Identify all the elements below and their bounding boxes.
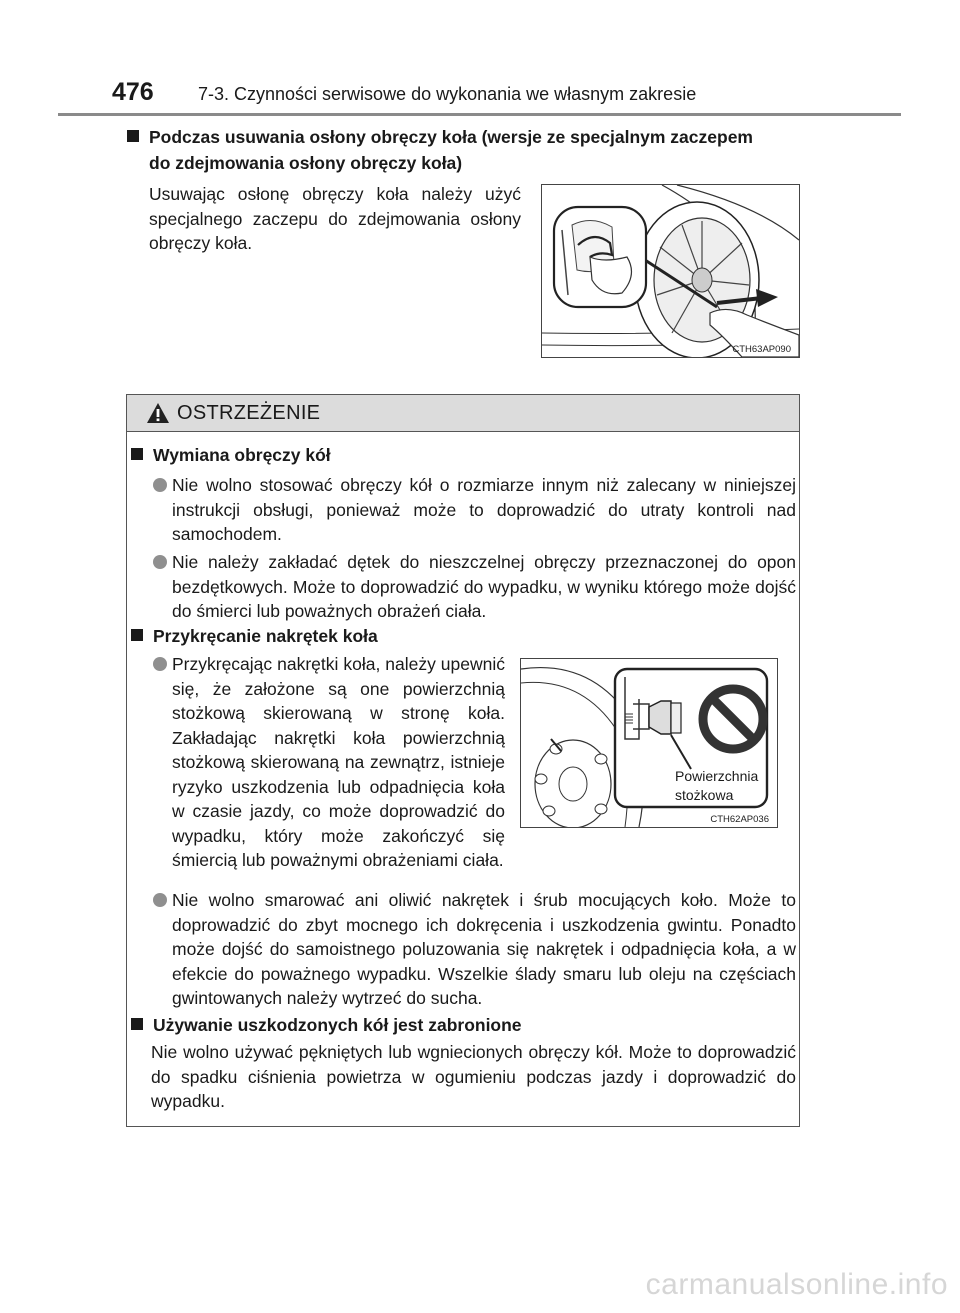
warning-title: OSTRZEŻENIE: [177, 402, 321, 424]
square-bullet-icon: [131, 448, 143, 460]
label-line: stożkowa: [675, 787, 734, 803]
round-bullet-icon: [153, 555, 167, 569]
label-line: Powierzchnia: [675, 768, 759, 784]
warning-subheading-damaged: [131, 1012, 522, 1038]
section-title: 7-3. Czynności serwisowe do wykonania we własnym zakresie: [198, 84, 697, 104]
warning-bullet: [153, 888, 796, 1008]
bullet-text: Nie należy zakładać dętek do nieszczelnej obręczy przeznaczonej do opon bezdętkowych. Może to doprowadzić do wypadku, w wyniku którego może dojść do śmierci lub poważnych obrażeń ciała.: [172, 552, 796, 621]
section-heading: [127, 124, 807, 176]
section-body: Usuwając osłonę obręczy koła należy użyć specjalnego zaczepu do zdejmowania osłony obręczy koła.: [149, 184, 521, 253]
warning-subheading-nuts: [131, 623, 378, 649]
warning-header: [127, 395, 799, 432]
page-number: 476: [112, 78, 154, 106]
warning-bullet: [153, 652, 505, 884]
bullet-text: Nie wolno smarować ani oliwić nakrętek i śrub mocujących koło. Może to doprowadzić do zbyt mocnego ich dokręcenia i uszkodzenia gwintu. Ponadto może dojść do samoistnego poluzowania się nakrętek i odpadnięcia koła, a w efekcie do poważnego wypadku. Wszelkie ślady smaru lub oleju na częściach gwintowanych należy wytrzeć do sucha.: [172, 890, 796, 1008]
header-divider: [58, 113, 901, 116]
subheading-text: Wymiana obręczy kół: [153, 445, 331, 465]
round-bullet-icon: [153, 478, 167, 492]
round-bullet-icon: [153, 893, 167, 907]
square-bullet-icon: [127, 130, 139, 142]
cone-nut-figure: [520, 658, 778, 828]
square-bullet-icon: [131, 1018, 143, 1030]
bullet-text: Nie wolno stosować obręczy kół o rozmiarze innym niż zalecany w niniejszej instrukcji obsługi, ponieważ może to doprowadzić do utraty kontroli nad samochodem.: [172, 475, 796, 544]
round-bullet-icon: [153, 657, 167, 671]
section-heading-line2: do zdejmowania osłony obręczy koła): [149, 153, 463, 173]
square-bullet-icon: [131, 629, 143, 641]
warning-triangle-icon: [146, 402, 170, 424]
warning-subheading-rims: [131, 442, 331, 468]
warning-body: Nie wolno używać pękniętych lub wgniecionych obręczy kół. Może to doprowadzić do spadku ciśnienia powietrza w ogumieniu podczas jazdy i doprowadzić do wypadku.: [151, 1042, 796, 1111]
subheading-text: Przykręcanie nakrętek koła: [153, 626, 378, 646]
watermark: carmanualsonline.info: [645, 1268, 948, 1301]
hubcap-removal-figure: [541, 184, 800, 358]
subheading-text: Używanie uszkodzonych kół jest zabronione: [153, 1015, 522, 1035]
figure-code: CTH63AP090: [732, 344, 791, 355]
warning-bullet: [153, 473, 796, 549]
section-heading-line1: Podczas usuwania osłony obręczy koła (wersje ze specjalnym zaczepem: [149, 127, 753, 147]
cone-surface-label: [675, 767, 758, 805]
warning-bullet: [153, 550, 796, 626]
figure-code: CTH62AP036: [710, 814, 769, 825]
warning-box: [126, 394, 800, 1127]
hubcap-removal-illustration: [542, 185, 799, 357]
bullet-text: Przykręcając nakrętki koła, należy upewnić się, że założone są one powierzchnią stożkową skierowaną w stronę koła. Zakładając nakrętki koła powierzchnią stożkową skierowaną na zewnątrz, istnieje ryzyko uszkodzenia lub odpadnięcia koła w czasie jazdy, co może doprowadzić do wypadku, który może zakończyć się śmiercią lub poważnymi obrażeniami ciała.: [172, 654, 505, 870]
